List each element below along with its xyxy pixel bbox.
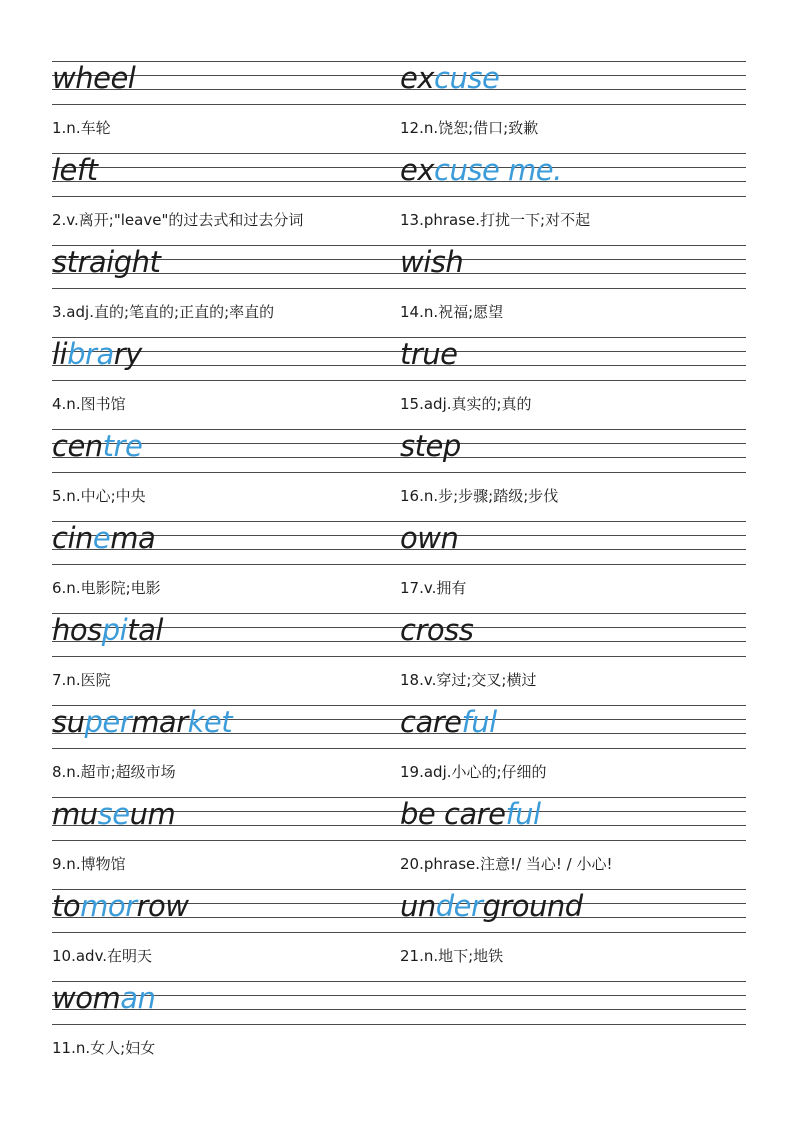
vocab-row [52,797,746,889]
grid-rule-line [52,153,746,154]
word-letters-highlighted: e [92,521,111,555]
definition-left: 8.n.超市;超级市场 [52,763,176,781]
word-letters-highlighted: der [435,889,483,923]
word-left [52,889,188,923]
grid-rule-line [52,457,746,458]
word-letters: own [400,521,459,555]
grid-rule-line [52,535,746,536]
definition-right: 17.v.拥有 [400,579,467,597]
definitions [52,670,746,690]
word-letters: row [136,889,189,923]
word-letters: cen [52,429,103,463]
definitions [52,946,746,966]
word-right [400,429,461,463]
word-left [52,153,97,187]
word-letters: wom [52,981,121,1015]
handwriting-grid [52,245,746,289]
word-letters: true [400,337,458,371]
word-letters-highlighted: per [84,705,132,739]
vocab-row [52,889,746,981]
word-letters: ex [400,153,435,187]
grid-rule-line [52,472,746,473]
grid-rule-line [52,748,746,749]
word-letters: wish [400,245,464,279]
grid-rule-line [52,549,746,550]
word-letters-highlighted: cuse [434,61,500,95]
word-letters-highlighted: ful [461,705,497,739]
word-letters-highlighted: cuse me. [434,153,562,187]
definition-right: 18.v.穿过;交叉;横过 [400,671,537,689]
vocab-row [52,337,746,429]
handwriting-grid [52,337,746,381]
word-letters: mu [52,797,98,831]
handwriting-grid [52,429,746,473]
word-letters: straight [52,245,161,279]
word-left [52,521,155,555]
word-letters: cin [52,521,93,555]
word-letters: su [52,705,85,739]
definitions [52,762,746,782]
grid-rule-line [52,61,746,62]
word-letters: tal [127,613,163,647]
word-letters: step [400,429,461,463]
word-letters: wheel [52,61,136,95]
definition-right: 16.n.步;步骤;踏级;步伐 [400,487,559,505]
word-left [52,61,135,95]
word-letters: ground [482,889,583,923]
grid-rule-line [52,1024,746,1025]
grid-rule-line [52,981,746,982]
grid-rule-line [52,337,746,338]
handwriting-grid [52,797,746,841]
word-left [52,981,155,1015]
definitions [52,1038,746,1058]
word-letters: be care [400,797,506,831]
definition-left: 11.n.女人;妇女 [52,1039,156,1057]
word-letters-highlighted: ket [187,705,233,739]
grid-rule-line [52,167,746,168]
vocab-row [52,705,746,797]
handwriting-grid [52,889,746,933]
word-left [52,429,142,463]
definitions [52,578,746,598]
word-letters: to [52,889,81,923]
definitions [52,854,746,874]
word-left [52,797,175,831]
handwriting-grid [52,61,746,105]
word-right [400,61,499,95]
grid-rule-line [52,443,746,444]
definition-left: 6.n.电影院;电影 [52,579,161,597]
word-letters: li [52,337,68,371]
definition-left: 4.n.图书馆 [52,395,126,413]
word-letters: left [52,153,98,187]
word-letters: care [400,705,462,739]
word-right [400,337,458,371]
definition-left: 3.adj.直的;笔直的;正直的;率直的 [52,303,275,321]
grid-rule-line [52,89,746,90]
word-letters-highlighted: ful [505,797,541,831]
word-right [400,153,562,187]
word-left [52,705,232,739]
handwriting-grid [52,153,746,197]
handwriting-grid [52,981,746,1025]
word-letters: ry [113,337,142,371]
definition-left: 7.n.医院 [52,671,111,689]
word-letters-highlighted: mor [80,889,137,923]
grid-rule-line [52,521,746,522]
grid-rule-line [52,1009,746,1010]
word-right [400,613,473,647]
word-left [52,613,163,647]
grid-rule-line [52,995,746,996]
grid-rule-line [52,380,746,381]
definition-right: 13.phrase.打扰一下;对不起 [400,211,591,229]
word-right [400,797,541,831]
word-right [400,705,497,739]
word-letters-highlighted: pi [101,613,128,647]
word-right [400,889,583,923]
grid-rule-line [52,840,746,841]
vocab-row [52,61,746,153]
word-letters: un [400,889,436,923]
definition-left: 2.v.离开;"leave"的过去式和过去分词 [52,211,304,229]
word-letters-highlighted: se [97,797,130,831]
word-right [400,521,458,555]
definition-right: 15.adj.真实的;真的 [400,395,532,413]
definition-right: 14.n.祝福;愿望 [400,303,504,321]
handwriting-grid [52,705,746,749]
handwriting-grid [52,521,746,565]
definition-right: 20.phrase.注意!/ 当心! / 小心! [400,855,613,873]
definition-left: 1.n.车轮 [52,119,111,137]
definition-left: 5.n.中心;中央 [52,487,146,505]
grid-rule-line [52,656,746,657]
grid-rule-line [52,75,746,76]
vocab-row [52,245,746,337]
word-letters: hos [52,613,102,647]
definitions [52,394,746,414]
definition-left: 10.adv.在明天 [52,947,153,965]
vocab-list [52,61,746,1073]
word-letters: ma [110,521,156,555]
grid-rule-line [52,351,746,352]
grid-rule-line [52,429,746,430]
vocab-row [52,521,746,613]
word-letters-highlighted: tre [102,429,143,463]
vocab-row [52,981,746,1073]
vocab-row [52,429,746,521]
grid-rule-line [52,181,746,182]
definition-right: 12.n.饶恕;借口;致歉 [400,119,539,137]
definition-left: 9.n.博物馆 [52,855,126,873]
word-left [52,337,142,371]
definitions [52,210,746,230]
word-letters-highlighted: bra [67,337,114,371]
grid-rule-line [52,365,746,366]
grid-rule-line [52,196,746,197]
vocab-row [52,153,746,245]
word-letters: cross [400,613,474,647]
grid-rule-line [52,288,746,289]
handwriting-grid [52,613,746,657]
grid-rule-line [52,104,746,105]
word-letters: mar [131,705,188,739]
grid-rule-line [52,932,746,933]
word-left [52,245,160,279]
vocab-row [52,613,746,705]
word-letters-highlighted: an [120,981,156,1015]
definitions [52,118,746,138]
grid-rule-line [52,564,746,565]
word-letters: ex [400,61,435,95]
definitions [52,302,746,322]
definition-right: 19.adj.小心的;仔细的 [400,763,547,781]
word-right [400,245,463,279]
definition-right: 21.n.地下;地铁 [400,947,504,965]
word-letters: um [129,797,176,831]
definitions [52,486,746,506]
